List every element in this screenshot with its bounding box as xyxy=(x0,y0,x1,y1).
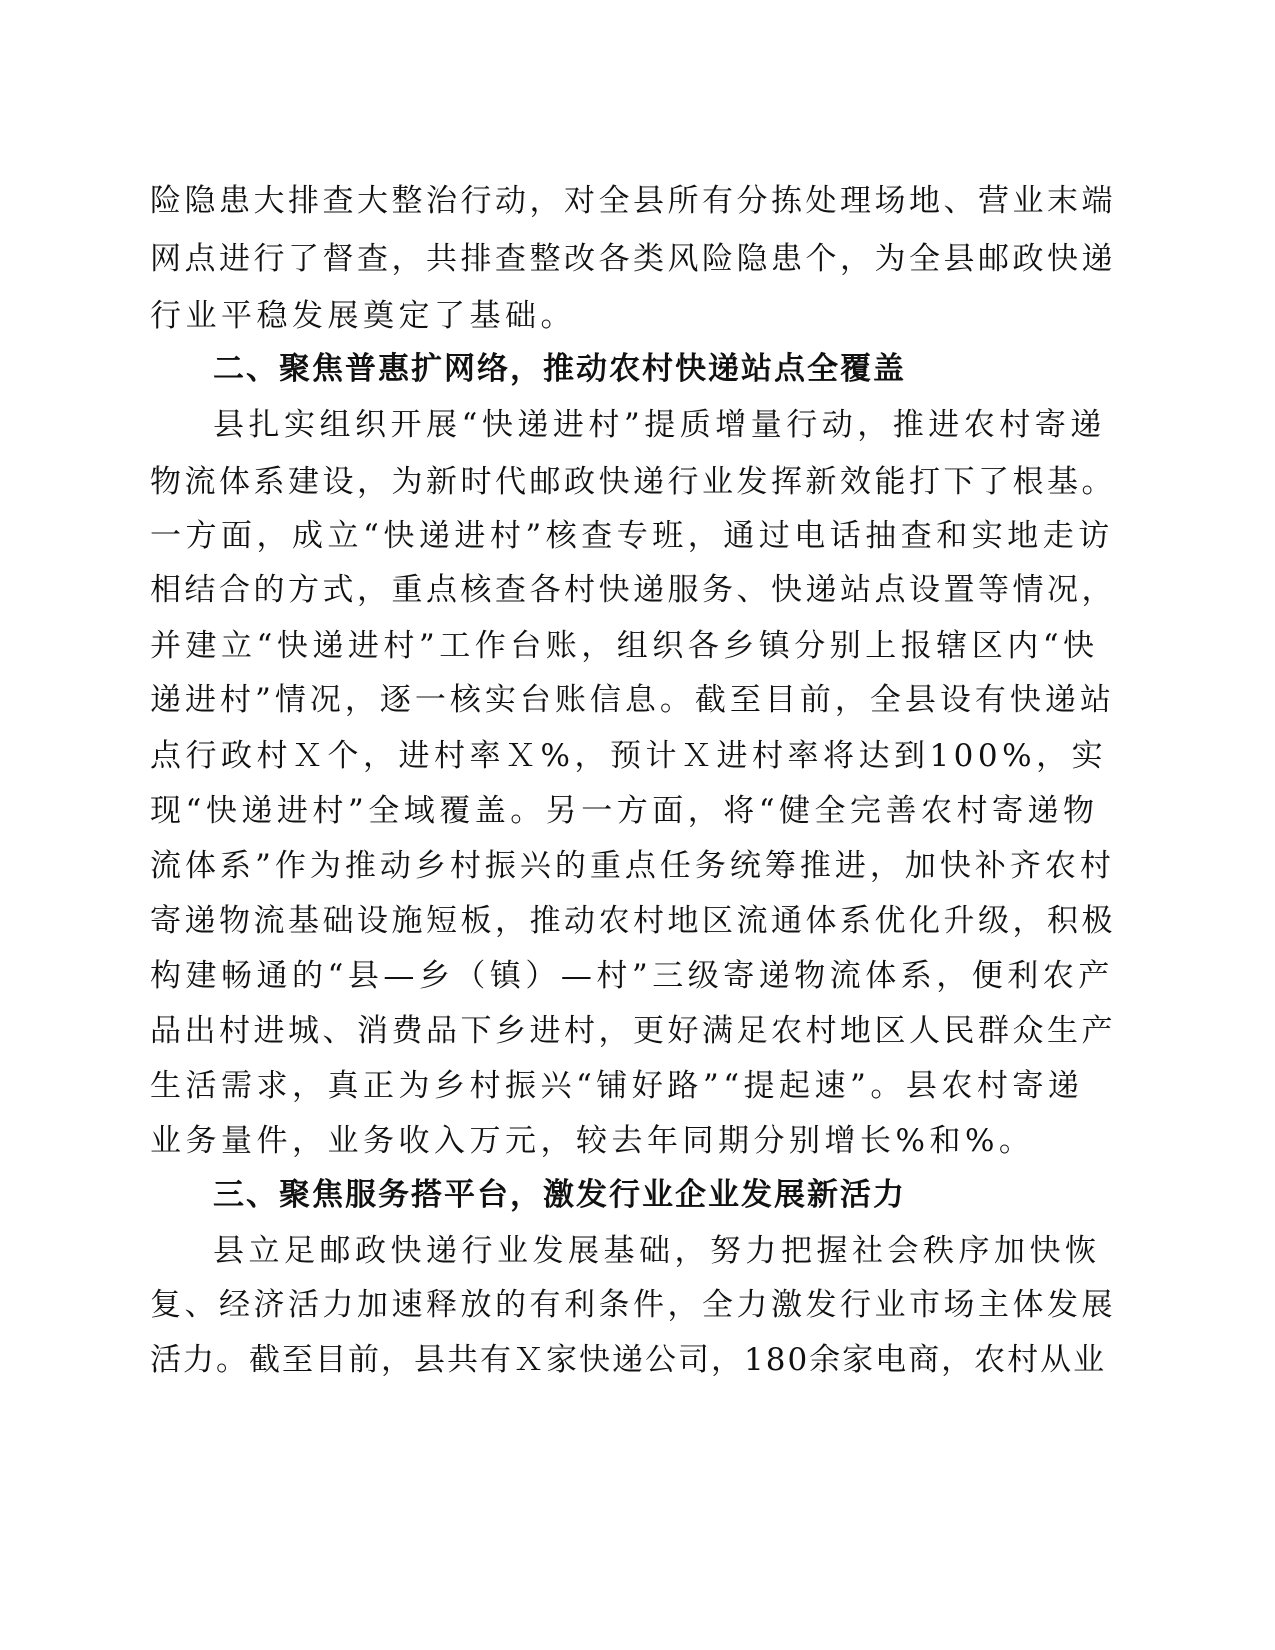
body-text-line: 并建立“快递进村”工作台账，组织各乡镇分别上报辖区内“快 xyxy=(150,628,1099,664)
body-text-line: 流体系”作为推动乡村振兴的重点任务统筹推进，加快补齐农村 xyxy=(150,848,1115,884)
body-text-line: 物流体系建设，为新时代邮政快递行业发挥新效能打下了根基。 xyxy=(150,464,1116,500)
section-heading-3: 三、聚焦服务搭平台，激发行业企业发展新活力 xyxy=(213,1177,906,1213)
body-text-line: 构建畅通的“县—乡（镇）—村”三级寄递物流体系，便利农产 xyxy=(150,958,1114,994)
body-text-line: 险隐患大排查大整治行动，对全县所有分拣处理场地、营业末端 xyxy=(150,183,1116,219)
body-text-line: 递进村”情况，逐一核实台账信息。截至目前，全县设有快递站 xyxy=(150,682,1115,718)
body-text-line: 行业平稳发展奠定了基础。 xyxy=(150,298,576,334)
body-text-line: 县立足邮政快递行业发展基础，努力把握社会秩序加快恢 xyxy=(213,1233,1101,1269)
body-text-line: 相结合的方式，重点核查各村快递服务、快递站点设置等情况， xyxy=(150,572,1116,608)
body-text-line: 点行政村Ｘ个，进村率Ｘ%，预计Ｘ进村率将达到100%，实 xyxy=(150,738,1108,774)
body-text-line: 复、经济活力加速释放的有利条件，全力激发行业市场主体发展 xyxy=(150,1287,1116,1323)
body-text-line: 网点进行了督查，共排查整改各类风险隐患个，为全县邮政快递 xyxy=(150,241,1116,277)
body-text-line: 活力。截至目前，县共有Ｘ家快递公司，180余家电商，农村从业 xyxy=(150,1342,1107,1378)
body-text-line: 品出村进城、消费品下乡进村，更好满足农村地区人民群众生产 xyxy=(150,1013,1116,1049)
body-text-line: 一方面，成立“快递进村”核查专班，通过电话抽查和实地走访 xyxy=(150,518,1114,554)
body-text-line: 寄递物流基础设施短板，推动农村地区流通体系优化升级，积极 xyxy=(150,903,1116,939)
body-text-line: 业务量件，业务收入万元，较去年同期分别增长%和%。 xyxy=(150,1123,1035,1159)
section-heading-2: 二、聚焦普惠扩网络，推动农村快递站点全覆盖 xyxy=(213,351,906,387)
body-text-line: 县扎实组织开展“快递进村”提质增量行动，推进农村寄递 xyxy=(213,407,1106,443)
body-text-line: 现“快递进村”全域覆盖。另一方面，将“健全完善农村寄递物 xyxy=(150,793,1099,829)
body-text-line: 生活需求，真正为乡村振兴“铺好路”“提起速”。县农村寄递 xyxy=(150,1068,1084,1104)
